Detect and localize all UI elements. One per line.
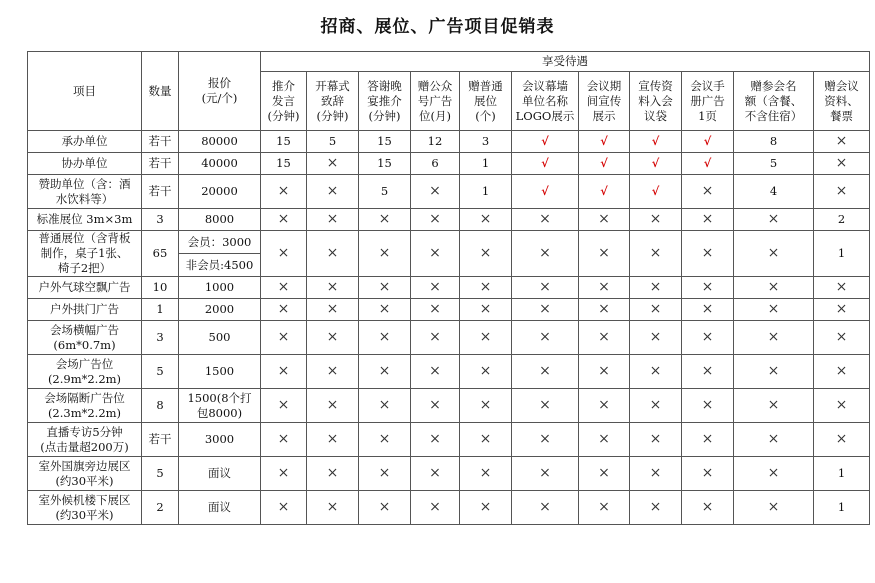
- benefit-cell: √: [512, 175, 579, 209]
- benefit-cell: 15: [261, 131, 307, 153]
- row-item: 户外气球空飘广告: [28, 277, 142, 299]
- row-price: 80000: [179, 131, 261, 153]
- benefit-cell: ×: [460, 423, 512, 457]
- row-qty: 1: [142, 299, 179, 321]
- benefit-cell: ×: [411, 277, 460, 299]
- row-price-nonmember: 非会员:4500: [179, 254, 261, 277]
- benefit-cell: 3: [460, 131, 512, 153]
- benefit-cell: √: [512, 131, 579, 153]
- benefit-cell: ×: [261, 457, 307, 491]
- row-price: 2000: [179, 299, 261, 321]
- row-qty: 3: [142, 321, 179, 355]
- benefit-cell: 5: [307, 131, 359, 153]
- benefit-cell: ×: [579, 355, 630, 389]
- benefit-cell: √: [630, 131, 682, 153]
- promotion-table: [27, 51, 870, 525]
- benefit-cell: ×: [734, 299, 814, 321]
- table-row: [28, 175, 870, 209]
- benefit-cell: ×: [460, 389, 512, 423]
- row-item: 会场广告位 (2.9m*2.2m): [28, 355, 142, 389]
- benefit-cell: ×: [512, 491, 579, 525]
- benefit-cell: ×: [460, 209, 512, 231]
- benefit-cell: ×: [734, 321, 814, 355]
- benefit-cell: ×: [579, 491, 630, 525]
- benefit-cell: ×: [460, 231, 512, 277]
- benefit-cell: ×: [261, 423, 307, 457]
- benefit-cell: ×: [261, 277, 307, 299]
- table-row: [28, 423, 870, 457]
- header-benefit: 赠会议 资料、 餐票: [814, 72, 870, 131]
- row-price: 1500: [179, 355, 261, 389]
- benefit-cell: ×: [734, 209, 814, 231]
- benefit-cell: ×: [512, 457, 579, 491]
- benefit-cell: √: [630, 175, 682, 209]
- benefit-cell: ×: [359, 457, 411, 491]
- benefit-cell: ×: [814, 175, 870, 209]
- benefit-cell: 1: [460, 175, 512, 209]
- row-price: 40000: [179, 153, 261, 175]
- benefit-cell: ×: [579, 299, 630, 321]
- benefit-cell: ×: [307, 457, 359, 491]
- benefit-cell: ×: [307, 175, 359, 209]
- benefit-cell: ×: [307, 389, 359, 423]
- benefit-cell: ×: [630, 457, 682, 491]
- row-qty: 3: [142, 209, 179, 231]
- benefit-cell: ×: [307, 153, 359, 175]
- table-row: [28, 231, 870, 254]
- benefit-cell: √: [682, 153, 734, 175]
- row-item: 承办单位: [28, 131, 142, 153]
- benefit-cell: √: [512, 153, 579, 175]
- table-row: [28, 209, 870, 231]
- row-item: 室外候机楼下展区 (约30平米): [28, 491, 142, 525]
- row-price: 500: [179, 321, 261, 355]
- benefit-cell: 1: [814, 491, 870, 525]
- benefit-cell: ×: [261, 389, 307, 423]
- benefit-cell: √: [630, 153, 682, 175]
- table-row: [28, 491, 870, 525]
- benefit-cell: 1: [814, 457, 870, 491]
- benefit-cell: ×: [460, 299, 512, 321]
- benefit-cell: ×: [261, 321, 307, 355]
- benefit-cell: ×: [682, 457, 734, 491]
- row-price: 1500(8个打 包8000): [179, 389, 261, 423]
- row-price: 20000: [179, 175, 261, 209]
- header-benefits-group: 享受待遇: [261, 52, 870, 72]
- benefit-cell: ×: [630, 491, 682, 525]
- benefit-cell: ×: [682, 389, 734, 423]
- benefit-cell: ×: [512, 277, 579, 299]
- row-qty: 若干: [142, 175, 179, 209]
- row-qty: 2: [142, 491, 179, 525]
- benefit-cell: ×: [734, 389, 814, 423]
- row-qty: 10: [142, 277, 179, 299]
- header-price: 报价 (元/个): [179, 52, 261, 131]
- header-benefit: 推介 发言 (分钟): [261, 72, 307, 131]
- benefit-cell: ×: [579, 423, 630, 457]
- benefit-cell: ×: [307, 231, 359, 277]
- benefit-cell: 5: [359, 175, 411, 209]
- row-price: 面议: [179, 491, 261, 525]
- benefit-cell: ×: [411, 209, 460, 231]
- benefit-cell: ×: [411, 491, 460, 525]
- table-row: [28, 321, 870, 355]
- benefit-cell: ×: [814, 153, 870, 175]
- row-price: 8000: [179, 209, 261, 231]
- benefit-cell: ×: [682, 321, 734, 355]
- benefit-cell: ×: [682, 277, 734, 299]
- table-row: [28, 131, 870, 153]
- benefit-cell: ×: [460, 355, 512, 389]
- benefit-cell: ×: [734, 277, 814, 299]
- benefit-cell: ×: [307, 277, 359, 299]
- header-benefit: 宣传资 料入会 议袋: [630, 72, 682, 131]
- benefit-cell: 12: [411, 131, 460, 153]
- benefit-cell: 1: [460, 153, 512, 175]
- benefit-cell: ×: [411, 175, 460, 209]
- benefit-cell: ×: [734, 231, 814, 277]
- benefit-cell: ×: [814, 321, 870, 355]
- benefit-cell: ×: [411, 423, 460, 457]
- benefit-cell: ×: [512, 423, 579, 457]
- benefit-cell: ×: [814, 299, 870, 321]
- row-item: 会场横幅广告 (6m*0.7m): [28, 321, 142, 355]
- benefit-cell: ×: [814, 423, 870, 457]
- benefit-cell: ×: [307, 209, 359, 231]
- benefit-cell: √: [579, 153, 630, 175]
- benefit-cell: ×: [814, 389, 870, 423]
- row-qty: 5: [142, 355, 179, 389]
- header-benefit: 赠公众 号广告 位(月): [411, 72, 460, 131]
- benefit-cell: 5: [734, 153, 814, 175]
- benefit-cell: ×: [460, 491, 512, 525]
- row-item: 室外国旗旁边展区 (约30平米): [28, 457, 142, 491]
- row-qty: 若干: [142, 423, 179, 457]
- benefit-cell: ×: [682, 175, 734, 209]
- benefit-cell: ×: [512, 299, 579, 321]
- row-price: 面议: [179, 457, 261, 491]
- benefit-cell: ×: [411, 389, 460, 423]
- benefit-cell: ×: [579, 209, 630, 231]
- benefit-cell: ×: [630, 423, 682, 457]
- row-item: 协办单位: [28, 153, 142, 175]
- benefit-cell: ×: [261, 355, 307, 389]
- benefit-cell: ×: [359, 277, 411, 299]
- benefit-cell: 1: [814, 231, 870, 277]
- benefit-cell: ×: [411, 299, 460, 321]
- benefit-cell: 15: [261, 153, 307, 175]
- benefit-cell: 15: [359, 131, 411, 153]
- benefit-cell: ×: [814, 355, 870, 389]
- row-item: 直播专访5分钟 (点击量超200万): [28, 423, 142, 457]
- header-benefit: 开幕式 致辞 (分钟): [307, 72, 359, 131]
- benefit-cell: ×: [579, 457, 630, 491]
- header-benefit: 答谢晚 宴推介 (分钟): [359, 72, 411, 131]
- benefit-cell: 6: [411, 153, 460, 175]
- table-row: [28, 355, 870, 389]
- benefit-cell: ×: [460, 457, 512, 491]
- benefit-cell: ×: [734, 491, 814, 525]
- benefit-cell: 4: [734, 175, 814, 209]
- benefit-cell: ×: [307, 321, 359, 355]
- row-qty: 65: [142, 231, 179, 277]
- benefit-cell: ×: [359, 231, 411, 277]
- header-benefit: 会议手 册广告 1页: [682, 72, 734, 131]
- benefit-cell: ×: [359, 321, 411, 355]
- benefit-cell: 8: [734, 131, 814, 153]
- header-item: 项目: [28, 52, 142, 131]
- benefit-cell: ×: [579, 231, 630, 277]
- benefit-cell: √: [579, 131, 630, 153]
- benefit-cell: ×: [682, 491, 734, 525]
- header-benefit: 赠参会名 额（含餐、 不含住宿）: [734, 72, 814, 131]
- benefit-cell: ×: [682, 355, 734, 389]
- benefit-cell: ×: [682, 299, 734, 321]
- header-benefit: 会议幕墙 单位名称 LOGO展示: [512, 72, 579, 131]
- table-row: [28, 299, 870, 321]
- benefit-cell: ×: [630, 355, 682, 389]
- benefit-cell: ×: [734, 423, 814, 457]
- table-row: [28, 389, 870, 423]
- row-price: 会员：3000: [179, 231, 261, 254]
- row-qty: 若干: [142, 153, 179, 175]
- benefit-cell: ×: [261, 491, 307, 525]
- table-row: [28, 277, 870, 299]
- benefit-cell: ×: [630, 299, 682, 321]
- benefit-cell: ×: [411, 457, 460, 491]
- benefit-cell: ×: [359, 299, 411, 321]
- benefit-cell: ×: [411, 231, 460, 277]
- benefit-cell: ×: [682, 231, 734, 277]
- benefit-cell: ×: [261, 175, 307, 209]
- row-item: 赞助单位（含：酒 水饮料等）: [28, 175, 142, 209]
- row-qty: 8: [142, 389, 179, 423]
- benefit-cell: ×: [359, 491, 411, 525]
- benefit-cell: ×: [512, 231, 579, 277]
- benefit-cell: ×: [630, 231, 682, 277]
- row-qty: 若干: [142, 131, 179, 153]
- row-item: 标准展位 3m×3m: [28, 209, 142, 231]
- benefit-cell: ×: [512, 389, 579, 423]
- row-price: 3000: [179, 423, 261, 457]
- benefit-cell: ×: [307, 355, 359, 389]
- benefit-cell: ×: [682, 423, 734, 457]
- table-header: [28, 52, 870, 131]
- benefit-cell: ×: [460, 277, 512, 299]
- benefit-cell: ×: [734, 355, 814, 389]
- page-title: 招商、展位、广告项目促销表: [320, 17, 555, 37]
- benefit-cell: ×: [814, 277, 870, 299]
- benefit-cell: ×: [512, 321, 579, 355]
- row-item: 户外拱门广告: [28, 299, 142, 321]
- row-item: 会场隔断广告位 (2.3m*2.2m): [28, 389, 142, 423]
- row-qty: 5: [142, 457, 179, 491]
- benefit-cell: ×: [411, 321, 460, 355]
- header-benefit: 赠普通 展位 (个): [460, 72, 512, 131]
- benefit-cell: ×: [734, 457, 814, 491]
- row-item: 普通展位（含背板 制作，桌子1张、 椅子2把）: [28, 231, 142, 277]
- benefit-cell: ×: [307, 299, 359, 321]
- benefit-cell: ×: [307, 491, 359, 525]
- benefit-cell: ×: [460, 321, 512, 355]
- benefit-cell: ×: [630, 209, 682, 231]
- benefit-cell: ×: [261, 231, 307, 277]
- benefit-cell: 15: [359, 153, 411, 175]
- benefit-cell: ×: [359, 355, 411, 389]
- benefit-cell: ×: [359, 423, 411, 457]
- benefit-cell: ×: [307, 423, 359, 457]
- benefit-cell: ×: [630, 389, 682, 423]
- benefit-cell: ×: [261, 209, 307, 231]
- table-row: [28, 457, 870, 491]
- header-qty: 数量: [142, 52, 179, 131]
- benefit-cell: ×: [630, 277, 682, 299]
- benefit-cell: √: [682, 131, 734, 153]
- header-benefit: 会议期 间宣传 展示: [579, 72, 630, 131]
- benefit-cell: ×: [359, 209, 411, 231]
- benefit-cell: ×: [579, 389, 630, 423]
- benefit-cell: ×: [512, 355, 579, 389]
- benefit-cell: ×: [630, 321, 682, 355]
- benefit-cell: ×: [814, 131, 870, 153]
- table-body: [28, 131, 870, 525]
- benefit-cell: ×: [579, 277, 630, 299]
- benefit-cell: ×: [512, 209, 579, 231]
- table-row: [28, 153, 870, 175]
- row-price: 1000: [179, 277, 261, 299]
- benefit-cell: 2: [814, 209, 870, 231]
- benefit-cell: ×: [261, 299, 307, 321]
- benefit-cell: ×: [579, 321, 630, 355]
- benefit-cell: ×: [411, 355, 460, 389]
- benefit-cell: ×: [682, 209, 734, 231]
- benefit-cell: √: [579, 175, 630, 209]
- benefit-cell: ×: [359, 389, 411, 423]
